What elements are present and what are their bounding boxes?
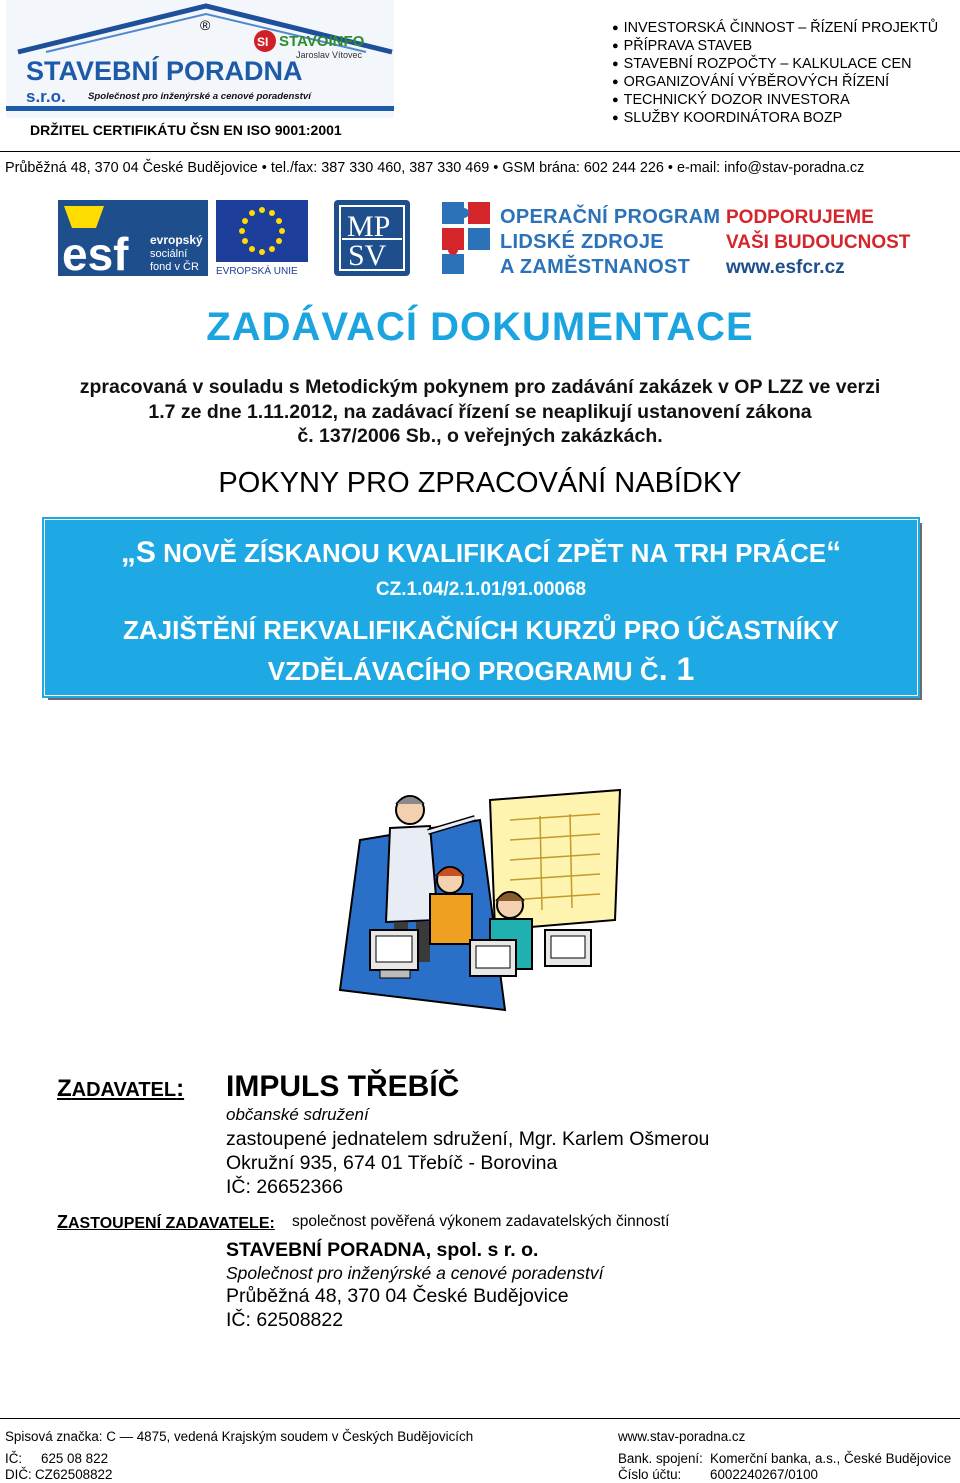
subtitle-line: 1.7 ze dne 1.11.2012, na zadávací řízení se neaplikují ustanovení zákona bbox=[148, 400, 812, 423]
footer-account-label: Číslo účtu: bbox=[618, 1467, 682, 1482]
contact-line: Průběžná 48, 370 04 České Budějovice • tel./fax: 387 330 460, 387 330 469 • GSM brána: 602 244 226 • e-mail: info@stav-poradna.cz bbox=[5, 160, 865, 176]
service-item: ● STAVEBNÍ ROZPOČTY – KALKULACE CEN bbox=[612, 56, 938, 74]
brand-tagline: Společnost pro inženýrské a cenové poradenství bbox=[88, 91, 311, 102]
representation-label bbox=[57, 1212, 275, 1233]
contracting-authority-representative: zastoupené jednatelem sdružení, Mgr. Karlem Ošmerou bbox=[226, 1128, 710, 1150]
project-detail-line2 bbox=[45, 650, 917, 691]
slogan-line: PODPORUJEME bbox=[726, 207, 874, 228]
computer-icon bbox=[370, 930, 418, 978]
document-title: ZADÁVACÍ DOKUMENTACE bbox=[206, 305, 754, 349]
esf-line1: evropský bbox=[150, 233, 203, 247]
contracting-authority-name: IMPULS TŘEBÍČ bbox=[226, 1070, 460, 1103]
project-name-rest: NOVĚ ZÍSKANOU KVALIFIKACÍ ZPĚT NA TRH PRÁCE bbox=[155, 538, 827, 568]
footer-ic-label: IČ: bbox=[5, 1451, 23, 1466]
esf-line2: sociální bbox=[150, 248, 188, 260]
footer-dic-label: DIČ: bbox=[5, 1467, 32, 1482]
classroom-illustration bbox=[330, 780, 630, 1020]
representative-company-name: STAVEBNÍ PORADNA, spol. s r. o. bbox=[226, 1239, 539, 1261]
brand-main: STAVEBNÍ PORADNA bbox=[26, 56, 303, 86]
document-subtitle bbox=[40, 375, 920, 449]
service-item: ● SLUŽBY KOORDINÁTORA BOZP bbox=[612, 110, 938, 128]
footer-dic bbox=[5, 1467, 112, 1482]
registered-mark: ® bbox=[200, 17, 211, 33]
project-name bbox=[45, 536, 917, 570]
project-detail-line1: ZAJIŠTĚNÍ REKVALIFIKAČNÍCH KURZŮ PRO ÚČASTNÍKY bbox=[123, 615, 839, 645]
project-detail-line2-part2: . 1 bbox=[658, 651, 695, 687]
contracting-authority-ic: IČ: 26652366 bbox=[226, 1176, 344, 1198]
project-detail-line2-part1: VZDĚLÁVACÍHO PROGRAMU Č bbox=[267, 656, 659, 686]
representation-description: společnost pověřená výkonem zadavatelských činností bbox=[292, 1213, 670, 1230]
operational-program-name bbox=[500, 205, 720, 280]
eu-flag-logo bbox=[216, 198, 308, 278]
svg-text:SI: SI bbox=[257, 35, 269, 49]
service-item: ● PŘÍPRAVA STAVEB bbox=[612, 38, 938, 56]
esf-logo bbox=[58, 198, 208, 278]
brand-suffix: s.r.o. bbox=[26, 87, 66, 106]
footer-dic-value: CZ62508822 bbox=[35, 1467, 113, 1482]
service-item: ● ORGANIZOVÁNÍ VÝBĚROVÝCH ŘÍZENÍ bbox=[612, 74, 938, 92]
footer-account-value: 6002240267/0100 bbox=[710, 1467, 818, 1482]
subtitle-line: č. 137/2006 Sb., o veřejných zakázkách. bbox=[297, 425, 663, 447]
footer-account bbox=[618, 1467, 818, 1482]
program-line: A ZAMĚSTNANOST bbox=[500, 256, 691, 278]
service-item: ● INVESTORSKÁ ČINNOST – ŘÍZENÍ PROJEKTŮ bbox=[612, 20, 938, 38]
section-heading: POKYNY PRO ZPRACOVÁNÍ NABÍDKY bbox=[218, 467, 742, 499]
computer-icon bbox=[545, 930, 591, 966]
svg-text:STAVOINFO: STAVOINFO bbox=[279, 33, 365, 50]
open-quote: „ bbox=[120, 536, 136, 569]
label-rest: ASTOUPENÍ ZADAVATELE: bbox=[68, 1215, 275, 1232]
program-line: LIDSKÉ ZDROJE bbox=[500, 231, 664, 253]
eu-label: EVROPSKÁ UNIE bbox=[216, 266, 298, 277]
contracting-authority-address: Okružní 935, 674 01 Třebíč - Borovina bbox=[226, 1152, 558, 1174]
footer-ic-value: 625 08 822 bbox=[41, 1451, 109, 1466]
footer-register: Spisová značka: C — 4875, vedená Krajským soudem v Českých Budějovicích bbox=[5, 1429, 474, 1444]
footer-web-link[interactable]: www.stav-poradna.cz bbox=[618, 1429, 746, 1444]
company-logo bbox=[6, 0, 394, 118]
contracting-authority-label bbox=[57, 1075, 184, 1103]
footer-divider bbox=[0, 1418, 960, 1419]
esf-mark: esf bbox=[62, 228, 129, 278]
representative-company-ic: IČ: 62508822 bbox=[226, 1309, 344, 1331]
contracting-authority-type: občanské sdružení bbox=[226, 1105, 369, 1124]
footer-bank-value: Komerční banka, a.s., České Budějovice bbox=[710, 1451, 952, 1466]
label-colon: : bbox=[176, 1075, 185, 1102]
label-initial: Z bbox=[57, 1075, 72, 1102]
project-name-initial: S bbox=[135, 536, 156, 569]
project-detail bbox=[45, 611, 917, 691]
footer-bank bbox=[618, 1451, 951, 1466]
header-divider bbox=[0, 151, 960, 152]
close-quote: “ bbox=[826, 536, 842, 569]
mpsv-bottom: SV bbox=[348, 239, 387, 272]
slogan-web: www.esfcr.cz bbox=[726, 257, 845, 278]
esf-line3: fond v ČR bbox=[150, 261, 199, 273]
certificate-text: DRŽITEL CERTIFIKÁTU ČSN EN ISO 9001:2001 bbox=[30, 122, 342, 138]
partner-person: Jaroslav Vítovec bbox=[296, 50, 363, 60]
representative-company-type: Společnost pro inženýrské a cenové poradenství bbox=[226, 1263, 604, 1283]
slogan-line: VAŠI BUDOUCNOST bbox=[726, 232, 911, 253]
mpsv-top: MP bbox=[347, 210, 391, 243]
label-rest: ADAVATEL bbox=[71, 1079, 177, 1101]
mpsv-logo bbox=[334, 198, 412, 278]
computer-icon bbox=[470, 940, 516, 976]
esf-slogan bbox=[726, 205, 910, 280]
label-initial: Z bbox=[57, 1212, 68, 1232]
subtitle-line: zpracovaná v souladu s Metodickým pokynem pro zadávání zakázek v OP LZZ ve verzi bbox=[79, 376, 881, 398]
program-line: OPERAČNÍ PROGRAM bbox=[500, 206, 721, 228]
representative-company-address: Průběžná 48, 370 04 České Budějovice bbox=[226, 1285, 569, 1307]
footer-ic bbox=[5, 1451, 108, 1466]
services-list bbox=[612, 20, 938, 128]
service-item: ● TECHNICKÝ DOZOR INVESTORA bbox=[612, 92, 938, 110]
project-code: CZ.1.04/2.1.01/91.00068 bbox=[375, 579, 587, 600]
footer-bank-label: Bank. spojení: bbox=[618, 1451, 703, 1466]
project-box bbox=[44, 519, 918, 696]
